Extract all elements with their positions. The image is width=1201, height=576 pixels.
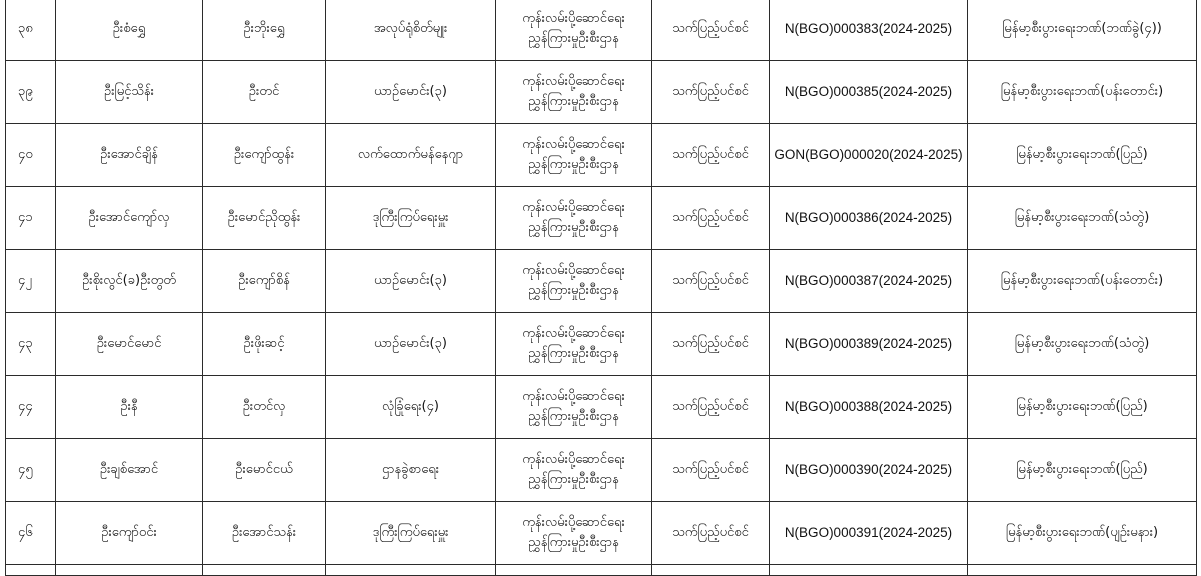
cell-reference-number: N(BGO)000387(2024-2025) <box>770 250 968 313</box>
department-line-1: ကုန်းလမ်းပို့ဆောင်ရေး <box>522 11 625 26</box>
empty-cell <box>652 565 770 576</box>
empty-cell <box>496 565 652 576</box>
cell-bank-branch: မြန်မာ့စီးပွားရေးဘဏ်(ပြည်) <box>968 124 1197 187</box>
empty-cell <box>203 565 326 576</box>
table-body <box>6 0 1197 576</box>
cell-department <box>496 187 652 250</box>
cell-serial-no: ၄၅ <box>6 439 56 502</box>
cell-department <box>496 439 652 502</box>
cell-serial-no: ၃၈ <box>6 0 56 61</box>
cell-reference-number: GON(BGO)000020(2024-2025) <box>770 124 968 187</box>
cell-reference-number: N(BGO)000390(2024-2025) <box>770 439 968 502</box>
cell-department <box>496 502 652 565</box>
cell-reference-number: N(BGO)000385(2024-2025) <box>770 61 968 124</box>
cell-department <box>496 250 652 313</box>
cell-serial-no: ၄၆ <box>6 502 56 565</box>
table-row <box>6 439 1197 502</box>
cell-reference-number: N(BGO)000386(2024-2025) <box>770 187 968 250</box>
cell-department <box>496 313 652 376</box>
empty-cell <box>968 565 1197 576</box>
department-line-1: ကုန်းလမ်းပို့ဆောင်ရေး <box>522 200 625 215</box>
department-line-2: ညွှန်ကြားမှုဦးစီးဌာန <box>528 94 619 109</box>
department-line-2: ညွှန်ကြားမှုဦးစီးဌာန <box>528 31 619 46</box>
cell-father-name: ဦးဘိုးရွှေ <box>203 0 326 61</box>
cell-bank-branch: မြန်မာ့စီးပွားရေးဘဏ်(သံတွဲ) <box>968 313 1197 376</box>
cell-position: ယာဉ်မောင်း(၃) <box>326 250 496 313</box>
cell-bank-branch: မြန်မာ့စီးပွားရေးဘဏ်(ပန်းတောင်း) <box>968 250 1197 313</box>
empty-cell <box>56 565 203 576</box>
department-line-2: ညွှန်ကြားမှုဦးစီးဌာန <box>528 220 619 235</box>
cell-bank-branch: မြန်မာ့စီးပွားရေးဘဏ်(ဘဏ်ခွဲ(၄)) <box>968 0 1197 61</box>
department-line-1: ကုန်းလမ်းပို့ဆောင်ရေး <box>522 326 625 341</box>
department-line-2: ညွှန်ကြားမှုဦးစီးဌာန <box>528 283 619 298</box>
cell-department <box>496 0 652 61</box>
cell-pension-type: သက်ပြည့်ပင်စင် <box>652 187 770 250</box>
cell-name: ဦးအောင်ကျော်လှ <box>56 187 203 250</box>
cell-pension-type: သက်ပြည့်ပင်စင် <box>652 124 770 187</box>
cell-position: အလုပ်ရုံစိတ်မျုး <box>326 0 496 61</box>
cell-position: ဌာနခွဲစာရေး <box>326 439 496 502</box>
table-row <box>6 376 1197 439</box>
department-line-2: ညွှန်ကြားမှုဦးစီးဌာန <box>528 346 619 361</box>
cell-name: ဦးချစ်အောင် <box>56 439 203 502</box>
cell-name: ဦးနီ <box>56 376 203 439</box>
cell-father-name: ဦးမောင်ညိုထွန်း <box>203 187 326 250</box>
department-line-1: ကုန်းလမ်းပို့ဆောင်ရေး <box>522 263 625 278</box>
table-row-partial <box>6 565 1197 576</box>
cell-pension-type: သက်ပြည့်ပင်စင် <box>652 0 770 61</box>
cell-bank-branch: မြန်မာ့စီးပွားရေးဘဏ်(ပျဉ်းမနား) <box>968 502 1197 565</box>
cell-department <box>496 376 652 439</box>
table-row <box>6 313 1197 376</box>
department-line-2: ညွှန်ကြားမှုဦးစီးဌာန <box>528 157 619 172</box>
cell-pension-type: သက်ပြည့်ပင်စင် <box>652 313 770 376</box>
cell-position: ဒုကြီးကြပ်ရေးမှူး <box>326 502 496 565</box>
department-line-1: ကုန်းလမ်းပို့ဆောင်ရေး <box>522 515 625 530</box>
cell-serial-no: ၃၉ <box>6 61 56 124</box>
table-row <box>6 502 1197 565</box>
cell-reference-number: N(BGO)000388(2024-2025) <box>770 376 968 439</box>
cell-serial-no: ၄၄ <box>6 376 56 439</box>
table-row <box>6 124 1197 187</box>
cell-father-name: ဦးကျော်ထွန်း <box>203 124 326 187</box>
cell-reference-number: N(BGO)000383(2024-2025) <box>770 0 968 61</box>
cell-position: ယာဉ်မောင်း(၃) <box>326 313 496 376</box>
pension-records-table <box>5 0 1197 576</box>
department-line-1: ကုန်းလမ်းပို့ဆောင်ရေး <box>522 452 625 467</box>
table-row <box>6 187 1197 250</box>
cell-serial-no: ၄၂ <box>6 250 56 313</box>
cell-father-name: ဦးအောင်သန်း <box>203 502 326 565</box>
department-line-1: ကုန်းလမ်းပို့ဆောင်ရေး <box>522 389 625 404</box>
department-line-2: ညွှန်ကြားမှုဦးစီးဌာန <box>528 472 619 487</box>
department-line-2: ညွှန်ကြားမှုဦးစီးဌာန <box>528 535 619 550</box>
cell-father-name: ဦးမောင်ငယ် <box>203 439 326 502</box>
cell-reference-number: N(BGO)000389(2024-2025) <box>770 313 968 376</box>
table-row <box>6 250 1197 313</box>
empty-cell <box>770 565 968 576</box>
cell-name: ဦးစိုးလွင်(ခ)ဦးတွတ် <box>56 250 203 313</box>
cell-bank-branch: မြန်မာ့စီးပွားရေးဘဏ်(သံတွဲ) <box>968 187 1197 250</box>
cell-name: ဦးအောင်ချိန် <box>56 124 203 187</box>
cell-bank-branch: မြန်မာ့စီးပွားရေးဘဏ်(ပန်းတောင်း) <box>968 61 1197 124</box>
cell-pension-type: သက်ပြည့်ပင်စင် <box>652 61 770 124</box>
cell-name: ဦးစံရွှေ <box>56 0 203 61</box>
cell-department <box>496 61 652 124</box>
cell-father-name: ဦးတင် <box>203 61 326 124</box>
cell-pension-type: သက်ပြည့်ပင်စင် <box>652 439 770 502</box>
cell-position: ယာဉ်မောင်း(၃) <box>326 61 496 124</box>
empty-cell <box>326 565 496 576</box>
department-line-1: ကုန်းလမ်းပို့ဆောင်ရေး <box>522 137 625 152</box>
cell-position: ဒုကြီးကြပ်ရေးမှူး <box>326 187 496 250</box>
department-line-2: ညွှန်ကြားမှုဦးစီးဌာန <box>528 409 619 424</box>
cell-position: လုံခြုံရေး(၄) <box>326 376 496 439</box>
cell-pension-type: သက်ပြည့်ပင်စင် <box>652 376 770 439</box>
cell-serial-no: ၄၃ <box>6 313 56 376</box>
cell-department <box>496 124 652 187</box>
table-row <box>6 0 1197 61</box>
cell-serial-no: ၄၀ <box>6 124 56 187</box>
cell-name: ဦးမောင်မောင် <box>56 313 203 376</box>
cell-serial-no: ၄၁ <box>6 187 56 250</box>
empty-cell <box>6 565 56 576</box>
cell-bank-branch: မြန်မာ့စီးပွားရေးဘဏ်(ပြည်) <box>968 376 1197 439</box>
cell-position: လက်ထောက်မန်နေဂျာ <box>326 124 496 187</box>
cell-name: ဦးကျော်ဝင်း <box>56 502 203 565</box>
cell-name: ဦးမြင့်သိန်း <box>56 61 203 124</box>
cell-pension-type: သက်ပြည့်ပင်စင် <box>652 502 770 565</box>
cell-father-name: ဦးကျော်စိန် <box>203 250 326 313</box>
cell-father-name: ဦးဖိုးဆင့် <box>203 313 326 376</box>
department-line-1: ကုန်းလမ်းပို့ဆောင်ရေး <box>522 74 625 89</box>
cell-father-name: ဦးတင်လှ <box>203 376 326 439</box>
cell-reference-number: N(BGO)000391(2024-2025) <box>770 502 968 565</box>
cell-bank-branch: မြန်မာ့စီးပွားရေးဘဏ်(ပြည်) <box>968 439 1197 502</box>
cell-pension-type: သက်ပြည့်ပင်စင် <box>652 250 770 313</box>
table-row <box>6 61 1197 124</box>
